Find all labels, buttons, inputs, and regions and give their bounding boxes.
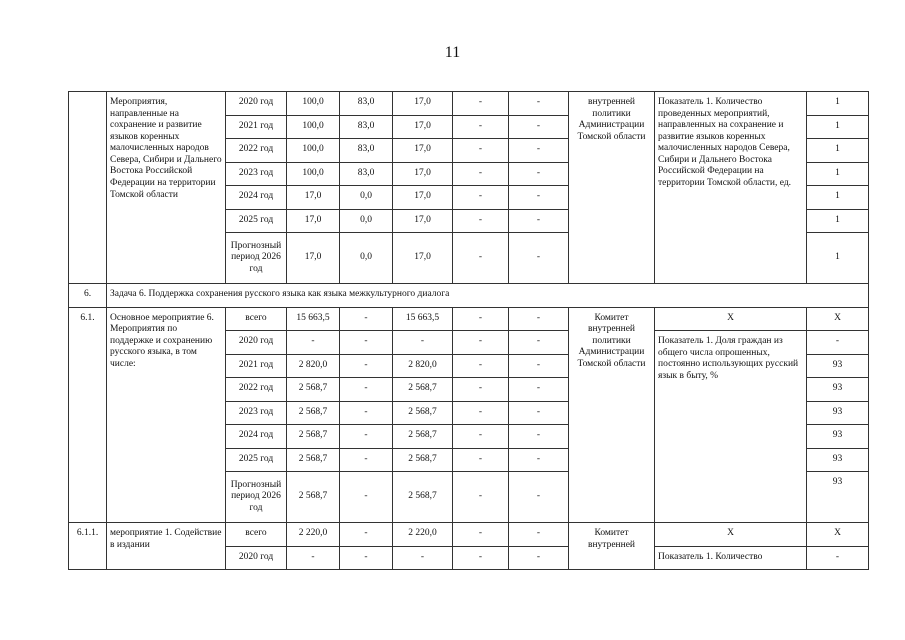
total-cell: 2 568,7 bbox=[287, 472, 340, 523]
other-sources-cell: - bbox=[509, 115, 569, 139]
year-cell: 2025 год bbox=[226, 448, 287, 472]
indicator-value-cell: - bbox=[807, 546, 869, 570]
federal-budget-cell: - bbox=[340, 354, 393, 378]
federal-budget-cell: - bbox=[340, 546, 393, 570]
local-budget-cell: - bbox=[453, 233, 509, 284]
other-sources-cell: - bbox=[509, 162, 569, 186]
other-sources-cell: - bbox=[509, 425, 569, 449]
regional-budget-cell: 17,0 bbox=[393, 209, 453, 233]
row-number-cell: 6.1.1. bbox=[69, 523, 107, 570]
indicator-value-cell: 93 bbox=[807, 401, 869, 425]
indicator-value-cell: 1 bbox=[807, 209, 869, 233]
regional-budget-cell: 17,0 bbox=[393, 92, 453, 116]
federal-budget-cell: 83,0 bbox=[340, 115, 393, 139]
row-number-cell bbox=[69, 92, 107, 284]
indicator-value-cell: Х bbox=[807, 307, 869, 331]
regional-budget-cell: 2 568,7 bbox=[393, 378, 453, 402]
total-cell: 100,0 bbox=[287, 139, 340, 163]
table-row bbox=[69, 92, 869, 116]
total-cell: 2 568,7 bbox=[287, 425, 340, 449]
regional-budget-cell: 2 220,0 bbox=[393, 523, 453, 547]
federal-budget-cell: 83,0 bbox=[340, 139, 393, 163]
indicator-value-cell: - bbox=[807, 331, 869, 355]
regional-budget-cell: 2 568,7 bbox=[393, 425, 453, 449]
local-budget-cell: - bbox=[453, 425, 509, 449]
federal-budget-cell: 0,0 bbox=[340, 209, 393, 233]
year-cell: 2021 год bbox=[226, 354, 287, 378]
regional-budget-cell: 2 820,0 bbox=[393, 354, 453, 378]
executor-cell: Комитет внутренней политики Администрации Томской области bbox=[569, 307, 655, 523]
federal-budget-cell: - bbox=[340, 378, 393, 402]
other-sources-cell: - bbox=[509, 186, 569, 210]
regional-budget-cell: 15 663,5 bbox=[393, 307, 453, 331]
total-cell: 100,0 bbox=[287, 162, 340, 186]
year-cell: всего bbox=[226, 307, 287, 331]
total-cell: 100,0 bbox=[287, 92, 340, 116]
total-cell: 2 568,7 bbox=[287, 401, 340, 425]
total-cell: 17,0 bbox=[287, 233, 340, 284]
indicator-total-cell: Х bbox=[655, 307, 807, 331]
local-budget-cell: - bbox=[453, 354, 509, 378]
total-cell: - bbox=[287, 546, 340, 570]
indicator-value-cell: 93 bbox=[807, 472, 869, 523]
local-budget-cell: - bbox=[453, 472, 509, 523]
year-cell: 2023 год bbox=[226, 162, 287, 186]
regional-budget-cell: - bbox=[393, 546, 453, 570]
federal-budget-cell: 0,0 bbox=[340, 233, 393, 284]
total-cell: 17,0 bbox=[287, 209, 340, 233]
indicator-value-cell: 1 bbox=[807, 233, 869, 284]
year-cell: 2024 год bbox=[226, 425, 287, 449]
local-budget-cell: - bbox=[453, 546, 509, 570]
regional-budget-cell: 17,0 bbox=[393, 115, 453, 139]
total-cell: - bbox=[287, 331, 340, 355]
regional-budget-cell: 17,0 bbox=[393, 139, 453, 163]
other-sources-cell: - bbox=[509, 378, 569, 402]
local-budget-cell: - bbox=[453, 115, 509, 139]
year-cell: 2020 год bbox=[226, 546, 287, 570]
total-cell: 2 568,7 bbox=[287, 378, 340, 402]
federal-budget-cell: - bbox=[340, 425, 393, 449]
indicator-name-cell: Показатель 1. Доля граждан из общего числа опрошенных, постоянно использующих русский язык в быту, % bbox=[655, 331, 807, 523]
year-cell: 2023 год bbox=[226, 401, 287, 425]
indicator-value-cell: 93 bbox=[807, 354, 869, 378]
other-sources-cell: - bbox=[509, 472, 569, 523]
regional-budget-cell: - bbox=[393, 331, 453, 355]
indicator-name-cell: Показатель 1. Количество bbox=[655, 546, 807, 570]
local-budget-cell: - bbox=[453, 209, 509, 233]
indicator-name-cell: Показатель 1. Количество проведенных мероприятий, направленных на сохранение и развитие языков коренных малочисленных народов Севера, Сибири и Дальнего Востока Российской Федерации на территории Томской области, ед. bbox=[655, 92, 807, 284]
indicator-value-cell: 1 bbox=[807, 115, 869, 139]
other-sources-cell: - bbox=[509, 401, 569, 425]
year-cell: 2025 год bbox=[226, 209, 287, 233]
local-budget-cell: - bbox=[453, 92, 509, 116]
total-cell: 2 820,0 bbox=[287, 354, 340, 378]
indicator-value-cell: Х bbox=[807, 523, 869, 547]
event-name-cell: Основное мероприятие 6. Мероприятия по поддержке и сохранению русского языка, в том числе: bbox=[107, 307, 226, 523]
other-sources-cell: - bbox=[509, 139, 569, 163]
year-cell: 2020 год bbox=[226, 331, 287, 355]
indicator-value-cell: 93 bbox=[807, 448, 869, 472]
local-budget-cell: - bbox=[453, 401, 509, 425]
executor-cell: внутренней политики Администрации Томской области bbox=[569, 92, 655, 284]
indicator-value-cell: 1 bbox=[807, 139, 869, 163]
indicator-value-cell: 93 bbox=[807, 425, 869, 449]
year-cell: Прогнозный период 2026 год bbox=[226, 233, 287, 284]
page-number: 11 bbox=[444, 44, 461, 61]
event-name-cell: мероприятие 1. Содействие в издании bbox=[107, 523, 226, 570]
federal-budget-cell: 83,0 bbox=[340, 162, 393, 186]
indicator-value-cell: 1 bbox=[807, 186, 869, 210]
task-number-cell: 6. bbox=[69, 284, 107, 308]
federal-budget-cell: - bbox=[340, 307, 393, 331]
other-sources-cell: - bbox=[509, 92, 569, 116]
program-table bbox=[68, 91, 869, 570]
federal-budget-cell: 0,0 bbox=[340, 186, 393, 210]
indicator-value-cell: 93 bbox=[807, 378, 869, 402]
federal-budget-cell: - bbox=[340, 401, 393, 425]
total-cell: 17,0 bbox=[287, 186, 340, 210]
local-budget-cell: - bbox=[453, 139, 509, 163]
total-cell: 15 663,5 bbox=[287, 307, 340, 331]
year-cell: Прогнозный период 2026 год bbox=[226, 472, 287, 523]
other-sources-cell: - bbox=[509, 523, 569, 547]
indicator-value-cell: 1 bbox=[807, 162, 869, 186]
other-sources-cell: - bbox=[509, 354, 569, 378]
indicator-total-cell: Х bbox=[655, 523, 807, 547]
federal-budget-cell: - bbox=[340, 472, 393, 523]
event-name-cell: Мероприятия, направленные на сохранение и развитие языков коренных малочисленных народов Севера, Сибири и Дальнего Востока Российской Федерации на территории Томской области bbox=[107, 92, 226, 284]
row-number-cell: 6.1. bbox=[69, 307, 107, 523]
local-budget-cell: - bbox=[453, 523, 509, 547]
federal-budget-cell: - bbox=[340, 448, 393, 472]
local-budget-cell: - bbox=[453, 331, 509, 355]
year-cell: 2024 год bbox=[226, 186, 287, 210]
year-cell: 2022 год bbox=[226, 378, 287, 402]
regional-budget-cell: 17,0 bbox=[393, 162, 453, 186]
executor-cell: Комитет внутренней bbox=[569, 523, 655, 570]
year-cell: 2020 год bbox=[226, 92, 287, 116]
federal-budget-cell: - bbox=[340, 523, 393, 547]
local-budget-cell: - bbox=[453, 162, 509, 186]
year-cell: 2021 год bbox=[226, 115, 287, 139]
table-row bbox=[69, 307, 869, 331]
task-row bbox=[69, 284, 869, 308]
indicator-value-cell: 1 bbox=[807, 92, 869, 116]
total-cell: 2 220,0 bbox=[287, 523, 340, 547]
other-sources-cell: - bbox=[509, 331, 569, 355]
total-cell: 100,0 bbox=[287, 115, 340, 139]
other-sources-cell: - bbox=[509, 209, 569, 233]
other-sources-cell: - bbox=[509, 307, 569, 331]
local-budget-cell: - bbox=[453, 186, 509, 210]
local-budget-cell: - bbox=[453, 448, 509, 472]
federal-budget-cell: 83,0 bbox=[340, 92, 393, 116]
regional-budget-cell: 17,0 bbox=[393, 233, 453, 284]
regional-budget-cell: 2 568,7 bbox=[393, 448, 453, 472]
task-title-cell: Задача 6. Поддержка сохранения русского языка как языка межкультурного диалога bbox=[107, 284, 869, 308]
total-cell: 2 568,7 bbox=[287, 448, 340, 472]
local-budget-cell: - bbox=[453, 378, 509, 402]
regional-budget-cell: 2 568,7 bbox=[393, 401, 453, 425]
local-budget-cell: - bbox=[453, 307, 509, 331]
regional-budget-cell: 17,0 bbox=[393, 186, 453, 210]
year-cell: 2022 год bbox=[226, 139, 287, 163]
table-row bbox=[69, 523, 869, 547]
other-sources-cell: - bbox=[509, 546, 569, 570]
federal-budget-cell: - bbox=[340, 331, 393, 355]
other-sources-cell: - bbox=[509, 233, 569, 284]
year-cell: всего bbox=[226, 523, 287, 547]
other-sources-cell: - bbox=[509, 448, 569, 472]
regional-budget-cell: 2 568,7 bbox=[393, 472, 453, 523]
